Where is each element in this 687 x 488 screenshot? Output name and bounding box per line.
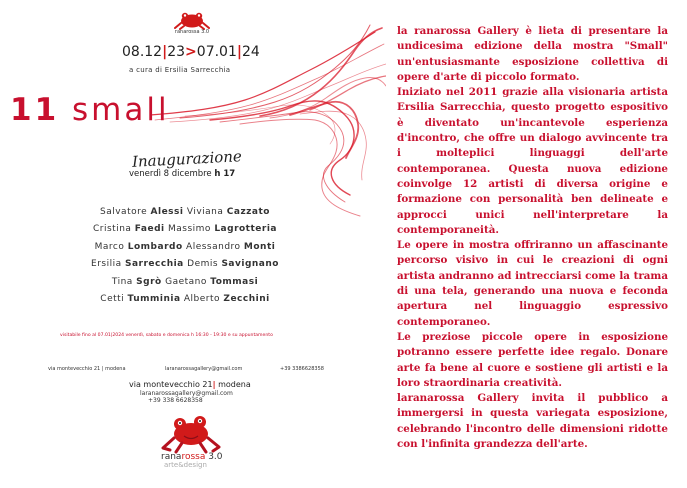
date-part: 07.01	[196, 44, 237, 60]
title-number: 11	[10, 92, 60, 128]
contact-email[interactable]: laranarossagallery@gmail.com	[165, 366, 243, 372]
date-part: 24	[242, 44, 260, 60]
paragraph: Le preziose piccole opere in esposizione potranno essere perfette idee regalo. Donare arte fa bene al cuore e sostiene gli artisti e la loro straordinaria creatività.	[397, 330, 668, 389]
date-separator: |	[236, 44, 242, 60]
artist-row: Salvatore Alessi Viviana Cazzato	[100, 207, 270, 217]
paragraph: Iniziato nel 2011 grazie alla visionaria artista Ersilia Sarrecchia, questo progetto espositivo è diventato un'incantevole esperienza d'incontro, che offre un dialogo avvincente tra i molteplici linguaggi dell'arte contemporanea. Questa nuova edizione coinvolge 12 artisti di diversa origine e formazione con personalità ben delineate e approcci unici nell'interpretare la contemporaneità.	[397, 86, 668, 236]
contact-phone: +39 3386628358	[280, 366, 324, 372]
gallery-email[interactable]: laranarossagallery@gmail.com	[140, 390, 233, 397]
date-part: 23	[167, 44, 186, 60]
paragraph: la ranarossa Gallery è lieta di presentare la undicesima edizione della mostra "Small" un'entusiasmante esposizione collettiva di opere d'arte di piccolo formato.	[397, 25, 668, 83]
inauguration-date	[129, 169, 235, 179]
artist-row: Tina Sgrò Gaetano Tommasi	[111, 276, 259, 287]
exhibition-title	[10, 92, 170, 128]
logo-bottom-brand: ranarossa 3.0	[161, 452, 223, 462]
artist-row: Marco Lombardo Alessandro Monti	[94, 241, 276, 252]
artist-row: Cetti Tumminia Alberto Zecchini	[100, 293, 270, 304]
title-word: small	[72, 92, 170, 128]
artists-list	[50, 204, 320, 308]
artist-row: Cristina Faedi Massimo Lagrotteria	[92, 224, 277, 235]
inauguration-day: venerdì 8 dicembre	[129, 169, 212, 179]
logo-bottom-subtitle: arte&design	[164, 461, 207, 469]
inauguration-label: Inaugurazione	[131, 147, 243, 171]
red-frog-logo-icon	[158, 408, 224, 454]
artist-row: Ersilia Sarrecchia Demis Savignano	[91, 259, 279, 270]
ranarossa-logo-bottom	[158, 408, 228, 469]
press-release-text	[397, 24, 668, 452]
opening-hours: visitabile fino al 07.01|2024 venerdì, sabato e domenica h 16:30 - 19:30 e su appuntamento	[60, 333, 273, 338]
gallery-phone: +39 338 6628358	[148, 397, 203, 404]
paragraph: laranarossa Gallery invita il pubblico a immergersi in questa variegata esposizione, celebrando l'incontro delle dimensioni ridotte con l'infinita grandezza dell'arte.	[397, 392, 668, 451]
red-frog-logo-icon	[172, 8, 212, 30]
paragraph: Le opere in mostra offriranno un affascinante percorso visivo in cui le creazioni di ogni artista andranno ad intrecciarsi come la trama di una tela, generando una nuova e feconda apertura nel linguaggio espressivo contemporaneo.	[397, 239, 668, 328]
curator-line: a cura di Ersilia Sarrecchia	[129, 66, 231, 74]
gallery-address: via montevecchio 21| modena	[129, 380, 251, 389]
contact-address: via montevecchio 21 | modena	[48, 366, 126, 372]
inauguration-hour: h 17	[214, 169, 236, 179]
exhibition-dates	[122, 44, 260, 60]
ranarossa-logo-top	[172, 8, 212, 35]
date-arrow: >	[185, 44, 197, 60]
date-separator: |	[162, 44, 168, 60]
date-part: 08.12	[122, 44, 163, 60]
logo-top-brand: ranarossa 3.0	[174, 29, 210, 35]
